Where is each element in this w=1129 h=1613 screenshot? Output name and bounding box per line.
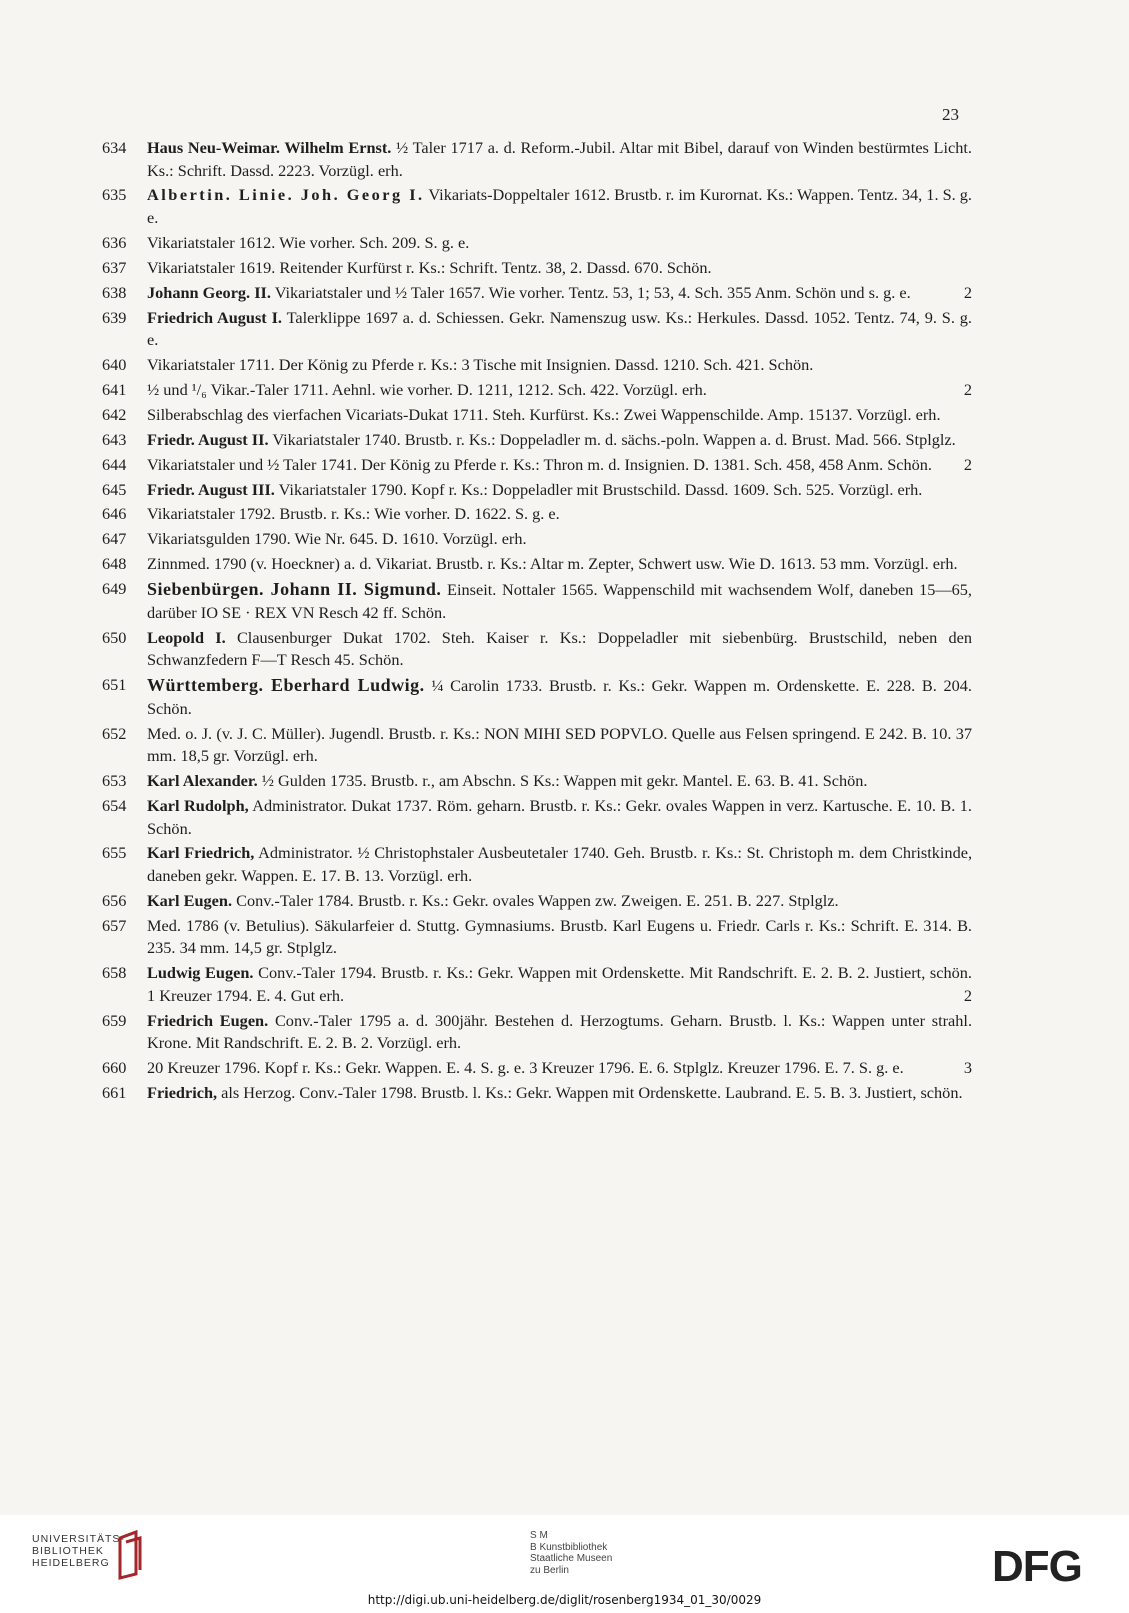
entry-heading: Friedrich Eugen. [147, 1010, 269, 1030]
catalogue-entry [102, 890, 972, 913]
catalogue-entry [102, 404, 972, 427]
entry-number: 639 [102, 307, 127, 327]
entry-number: 640 [102, 355, 127, 375]
catalogue-entry [102, 962, 972, 1007]
entry-description: Vikariatstaler und ½ Taler 1741. Der König zu Pferde r. Ks.: Thron m. d. Insignien. D. 1381. Sch. 458, 458 Anm. Schön. [147, 454, 933, 474]
catalogue-entry [102, 503, 972, 526]
catalogue-entry [102, 915, 972, 960]
catalogue-entry [102, 354, 972, 377]
entry-heading: Haus Neu-Weimar. Wilhelm Ernst. [147, 138, 392, 157]
entry-description: Zinnmed. 1790 (v. Hoeckner) a. d. Vikariat. Brustb. r. Ks.: Altar m. Zepter, Schwert usw. Wie D. 1613. 53 mm. Vorzügl. erh. [147, 554, 958, 574]
catalogue-entry [102, 723, 972, 768]
entry-number: 658 [102, 963, 127, 983]
entry-heading: Friedrich August I. [147, 307, 282, 327]
catalogue-entry [102, 553, 972, 576]
catalogue-entry [102, 137, 972, 182]
catalogue-entry [102, 1010, 972, 1055]
entry-description: ½ Taler 1717 a. d. Reform.-Jubil. Altar mit Bibel, darauf von Winden bestürmtes Licht. Ks.: Schrift. Dassd. 2223. Vorzügl. erh. [147, 138, 972, 180]
entry-description: Med. 1786 (v. Betulius). Säkularfeier d. Stuttg. Gymnasiums. Brustb. Karl Eugens u. Friedr. Carls r. Ks.: Schrift. E. 314. B. 235. 34 mm. 14,5 gr. Stplglz. [147, 915, 972, 958]
catalogue-entries [102, 137, 972, 1107]
entry-description: Administrator. ½ Christophstaler Ausbeutetaler 1740. Geh. Brustb. r. Ks.: St. Christoph m. dem Christkinde, daneben gekr. Wappen. E. 17. B. 13. Vorzügl. erh. [147, 843, 973, 886]
entry-number: 644 [102, 454, 127, 474]
entry-description: Vikariatstaler 1740. Brustb. r. Ks.: Doppeladler m. d. sächs.-poln. Wappen a. d. Brust. Mad. 566. Stplglz. [272, 429, 956, 449]
entry-number: 653 [102, 771, 127, 791]
entry-number: 656 [102, 890, 127, 910]
entry-number: 661 [102, 1083, 127, 1103]
entry-number: 641 [102, 380, 127, 400]
entry-count: 2 [958, 985, 972, 1008]
catalogue-entry [102, 379, 972, 402]
entry-description: Vikariatstaler 1790. Kopf r. Ks.: Doppeladler mit Brustschild. Dassd. 1609. Sch. 525. Vorzügl. erh. [278, 479, 923, 499]
catalogue-entry [102, 454, 972, 477]
catalogue-entry [102, 770, 972, 793]
entry-number: 652 [102, 723, 127, 743]
entry-description: Vikariatsgulden 1790. Wie Nr. 645. D. 1610. Vorzügl. erh. [147, 529, 527, 549]
entry-heading: Karl Eugen. [147, 890, 233, 910]
entry-heading: Friedrich, [147, 1083, 218, 1103]
entry-count: 3 [958, 1057, 972, 1080]
catalogue-entry [102, 842, 972, 887]
smb-credit-line: Staatliche Museen [530, 1553, 613, 1564]
entry-description: Vikariats-Doppeltaler 1612. Brustb. r. im Kurornat. Ks.: Wappen. Tentz. 34, 1. S. g. e. [147, 185, 972, 228]
entry-count: 2 [958, 282, 972, 305]
entry-heading: Karl Alexander. [147, 771, 258, 791]
catalogue-entry [102, 627, 972, 672]
entry-number: 635 [102, 185, 127, 205]
entry-count: 2 [958, 379, 972, 402]
entry-description: Talerklippe 1697 a. d. Schiessen. Gekr. Namenszug usw. Ks.: Herkules. Dassd. 1052. Tentz. 74, 9. S. g. e. [147, 307, 973, 350]
catalogue-entry [102, 578, 972, 624]
library-name-line: UNIVERSITÄTS- [32, 1533, 125, 1545]
catalogue-entry [102, 795, 972, 840]
entry-heading: Württemberg. Eberhard Ludwig. [147, 675, 425, 696]
entry-number: 651 [102, 675, 127, 695]
entry-description: Silberabschlag des vierfachen Vicariats-Dukat 1711. Steh. Kurfürst. Ks.: Zwei Wappenschilde. Amp. 15137. Vorzügl. erh. [147, 404, 941, 424]
entry-description: als Herzog. Conv.-Taler 1798. Brustb. l. Ks.: Gekr. Wappen mit Ordenskette. Laubrand. E. 5. B. 3. Justiert, schön. [221, 1083, 963, 1103]
entry-number: 638 [102, 282, 127, 302]
entry-number: 649 [102, 579, 127, 599]
source-url[interactable]: http://digi.ub.uni-heidelberg.de/diglit/rosenberg1934_01_30/0029 [367, 1593, 762, 1607]
catalogue-entry [102, 1057, 972, 1080]
entry-heading: Johann Georg. II. [147, 282, 271, 302]
smb-credit-line: B Kunstbibliothek [530, 1541, 608, 1553]
library-logo-icon [116, 1530, 144, 1580]
entry-description: 20 Kreuzer 1796. Kopf r. Ks.: Gekr. Wappen. E. 4. S. g. e. 3 Kreuzer 1796. E. 6. Stplglz. Kreuzer 1796. E. 7. S. g. e. [147, 1058, 904, 1078]
entry-description: Vikariatstaler und ½ Taler 1657. Wie vorher. Tentz. 53, 1; 53, 4. Sch. 355 Anm. Schön und s. g. e. [274, 282, 911, 302]
catalogue-entry [102, 528, 972, 551]
entry-description: Conv.-Taler 1794. Brustb. r. Ks.: Gekr. Wappen mit Ordenskette. Mit Randschrift. E. 2. B. 2. Justiert, schön. 1 Kreuzer 1794. E. 4. Gut erh. [147, 963, 972, 1005]
entry-number: 648 [102, 554, 127, 574]
entry-description: ¼ Carolin 1733. Brustb. r. Ks.: Gekr. Wappen m. Ordenskette. E. 228. B. 204. Schön. [147, 676, 972, 718]
entry-number: 646 [102, 504, 127, 524]
entry-description: Vikariatstaler 1792. Brustb. r. Ks.: Wie vorher. D. 1622. S. g. e. [147, 504, 560, 524]
entry-number: 655 [102, 843, 127, 863]
page-number: 23 [942, 105, 959, 124]
entry-description: Einseit. Nottaler 1565. Wappenschild mit wachsendem Wolf, daneben 15—65, darüber IO SE · REX VN Resch 42 ff. Schön. [147, 580, 972, 622]
entry-heading: Karl Friedrich, [147, 843, 255, 863]
entry-number: 654 [102, 795, 127, 815]
entry-number: 643 [102, 429, 127, 449]
entry-number: 659 [102, 1010, 127, 1030]
entry-heading: Ludwig Eugen. [147, 963, 254, 983]
smb-credit [530, 1530, 612, 1576]
catalogue-entry [102, 479, 972, 502]
entry-heading: Leopold I. [147, 627, 226, 647]
entry-description: Vikariatstaler 1612. Wie vorher. Sch. 209. S. g. e. [147, 232, 470, 252]
entry-description: Conv.-Taler 1784. Brustb. r. Ks.: Gekr. ovales Wappen zw. Zweigen. E. 251. B. 227. Stplglz. [236, 890, 839, 910]
entry-heading: Albertin. Linie. Joh. Georg I. [147, 185, 425, 205]
entry-description: Conv.-Taler 1795 a. d. 300jähr. Bestehen d. Herzogtums. Geharn. Brustb. l. Ks.: Wappen unter strahl. Krone. Mit Randschrift. E. 2. B. 2. Vorzügl. erh. [147, 1010, 973, 1053]
entry-number: 650 [102, 627, 127, 647]
entry-heading: Karl Rudolph, [147, 795, 249, 815]
catalogue-entry [102, 429, 972, 452]
entry-heading: Siebenbürgen. Johann II. Sigmund. [147, 579, 442, 600]
entry-description: Vikariatstaler 1619. Reitender Kurfürst r. Ks.: Schrift. Tentz. 38, 2. Dassd. 670. Schön. [147, 257, 712, 277]
entry-count: 2 [958, 454, 972, 477]
entry-description: Administrator. Dukat 1737. Röm. geharn. Brustb. r. Ks.: Gekr. ovales Wappen in verz. Kartusche. E. 10. B. 1. Schön. [147, 795, 973, 838]
entry-number: 660 [102, 1058, 127, 1078]
catalogue-entry [102, 307, 972, 352]
entry-number: 636 [102, 232, 127, 252]
library-name [32, 1533, 125, 1569]
entry-description: ½ Gulden 1735. Brustb. r., am Abschn. S Ks.: Wappen mit gekr. Mantel. E. 63. B. 41. Schön. [261, 771, 868, 791]
library-name-line: HEIDELBERG [32, 1557, 110, 1569]
catalogue-entry [102, 674, 972, 720]
catalogue-entry [102, 257, 972, 280]
entry-description: Med. o. J. (v. J. C. Müller). Jugendl. Brustb. r. Ks.: NON MIHI SED POPVLO. Quelle aus Felsen springend. E 242. B. 10. 37 mm. 18,5 gr. Vorzügl. erh. [147, 723, 972, 766]
entry-description: Vikariatstaler 1711. Der König zu Pferde r. Ks.: 3 Tische mit Insignien. Dassd. 1210. Sch. 421. Schön. [147, 355, 814, 375]
entry-number: 657 [102, 915, 127, 935]
catalogue-entry [102, 282, 972, 305]
entry-number: 637 [102, 257, 127, 277]
entry-number: 645 [102, 479, 127, 499]
entry-description: ½ und ¹/₆ Vikar.-Taler 1711. Aehnl. wie vorher. D. 1211, 1212. Sch. 422. Vorzügl. erh. [147, 380, 707, 400]
entry-heading: Friedr. August II. [147, 429, 269, 449]
entry-number: 647 [102, 529, 127, 549]
library-name-line: BIBLIOTHEK [32, 1545, 104, 1557]
catalogue-entry [102, 232, 972, 255]
catalogue-entry [102, 1082, 972, 1105]
smb-credit-line: zu Berlin [530, 1564, 569, 1576]
entry-number: 634 [102, 138, 127, 157]
smb-credit-line: S M [530, 1530, 548, 1541]
entry-number: 642 [102, 404, 127, 424]
catalogue-entry [102, 184, 972, 229]
entry-description: Clausenburger Dukat 1702. Steh. Kaiser r. Ks.: Doppeladler mit siebenbürg. Brustschild, neben den Schwanzfedern F—T Resch 45. Schön. [147, 627, 972, 670]
entry-heading: Friedr. August III. [147, 479, 275, 499]
dfg-logo: DFG [992, 1542, 1082, 1591]
